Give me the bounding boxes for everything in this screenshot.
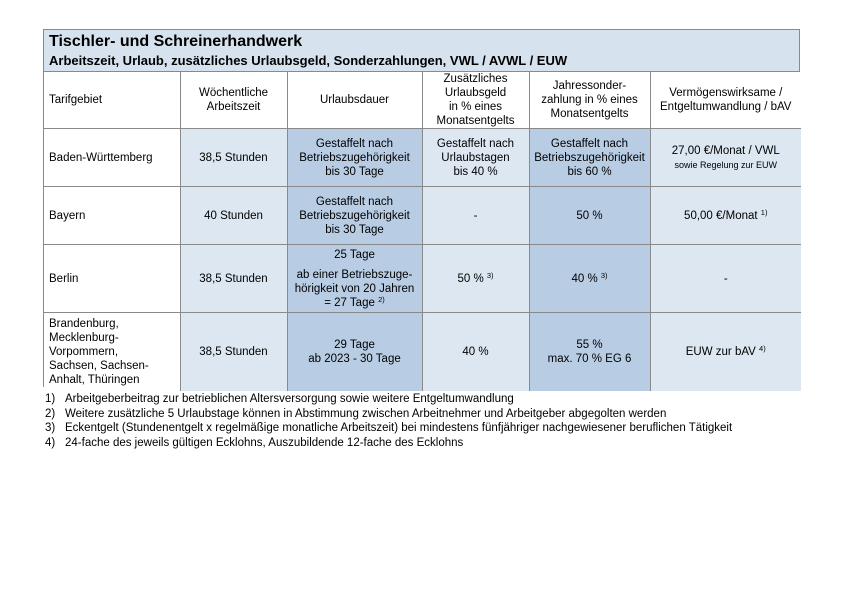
cell-vwl <box>650 187 801 245</box>
table-row <box>44 313 801 391</box>
footnote <box>45 436 732 451</box>
annual-bonus-footnote-ref: 3) <box>600 270 608 280</box>
cell-vacation-pay: Gestaffelt nach Urlaubstagen bis 40 % <box>422 129 529 187</box>
cell-vacation-pay: - <box>422 187 529 245</box>
header-jahressonderzahlung: Jahressonder- zahlung in % eines Monatsentgelts <box>529 72 650 129</box>
header-urlaubsgeld: Zusätzliches Urlaubsgeld in % eines Monatsentgelts <box>422 72 529 129</box>
vacation-pay-footnote-ref: 3) <box>486 270 494 280</box>
table-row <box>44 187 801 245</box>
table-row <box>44 245 801 313</box>
vacation-days: 25 Tage <box>334 248 375 261</box>
footnote-text: Arbeitgeberbeitrag zur betrieblichen Altersversorgung sowie weitere Entgeltumwandlung <box>65 393 514 405</box>
page-title: Tischler- und Schreinerhandwerk <box>49 33 303 50</box>
cell-vacation <box>287 245 422 313</box>
tariff-table <box>44 72 801 391</box>
vwl-footnote-ref: 1) <box>760 207 768 217</box>
vacation-pay-value: 50 % <box>457 272 484 285</box>
vacation-detail-text: ab einer Betriebszuge- hörigkeit von 20 Jahren = 27 Tage <box>294 268 415 309</box>
header-vwl: Vermögenswirksame / Entgeltumwandlung / bAV <box>650 72 801 129</box>
cell-annual-bonus <box>529 245 650 313</box>
annual-bonus-value: 40 % <box>571 272 598 285</box>
cell-vacation-pay: 40 % <box>422 313 529 391</box>
footnote <box>45 392 732 407</box>
footnote <box>45 407 732 422</box>
cell-region: Brandenburg, Mecklenburg- Vorpommern, Sachsen, Sachsen- Anhalt, Thüringen <box>44 313 180 391</box>
vwl-note: sowie Regelung zur EUW <box>674 159 778 170</box>
cell-hours: 38,5 Stunden <box>180 129 287 187</box>
header-tarifgebiet: Tarifgebiet <box>44 72 180 129</box>
footnote-number: 4) <box>45 436 56 449</box>
cell-vacation: Gestaffelt nach Betriebszugehörigkeit bis 30 Tage <box>287 129 422 187</box>
cell-annual-bonus: 50 % <box>529 187 650 245</box>
footnote-text: Eckentgelt (Stundenentgelt x regelmäßige monatliche Arbeitszeit) bei mindestens fünfjähriger nachgewiesener beruflichen Tätigkeit <box>65 422 733 435</box>
table-header-row <box>44 72 801 129</box>
title-box <box>44 30 799 72</box>
footnote <box>45 421 732 436</box>
cell-vacation: Gestaffelt nach Betriebszugehörigkeit bis 30 Tage <box>287 187 422 245</box>
cell-vacation: 29 Tage ab 2023 - 30 Tage <box>287 313 422 391</box>
vacation-footnote-ref: 2) <box>378 294 385 304</box>
table-row <box>44 129 801 187</box>
cell-hours: 38,5 Stunden <box>180 245 287 313</box>
vwl-value: EUW zur bAV <box>685 345 756 358</box>
vwl-value: 27,00 €/Monat / VWL <box>671 144 780 157</box>
cell-annual-bonus: 55 % max. 70 % EG 6 <box>529 313 650 391</box>
header-arbeitszeit: Wöchentliche Arbeitszeit <box>180 72 287 129</box>
cell-region: Bayern <box>44 187 180 245</box>
tariff-table-frame <box>43 29 800 387</box>
cell-region: Berlin <box>44 245 180 313</box>
footnote-number: 1) <box>45 393 56 405</box>
cell-vwl <box>650 129 801 187</box>
footnote-number: 3) <box>45 422 56 435</box>
cell-vwl <box>650 313 801 391</box>
page-subtitle: Arbeitszeit, Urlaub, zusätzliches Urlaubsgeld, Sonderzahlungen, VWL / AVWL / EUW <box>49 53 568 68</box>
header-urlaubsdauer: Urlaubsdauer <box>287 72 422 129</box>
cell-vacation-pay <box>422 245 529 313</box>
cell-hours: 38,5 Stunden <box>180 313 287 391</box>
footnote-number: 2) <box>45 407 56 420</box>
footnote-text: Weitere zusätzliche 5 Urlaubstage können in Abstimmung zwischen Arbeitnehmer und Arbeitgeber abgegolten werden <box>65 407 667 420</box>
cell-vwl: - <box>650 245 801 313</box>
footnote-text: 24-fache des jeweils gültigen Ecklohns, Auszubildende 12-fache des Ecklohns <box>65 436 464 449</box>
cell-annual-bonus: Gestaffelt nach Betriebszugehörigkeit bis 60 % <box>529 129 650 187</box>
cell-region: Baden-Württemberg <box>44 129 180 187</box>
footnotes <box>45 392 732 450</box>
vacation-detail <box>291 268 419 310</box>
vwl-footnote-ref: 4) <box>759 343 766 353</box>
cell-hours: 40 Stunden <box>180 187 287 245</box>
vwl-value: 50,00 €/Monat <box>684 209 758 222</box>
